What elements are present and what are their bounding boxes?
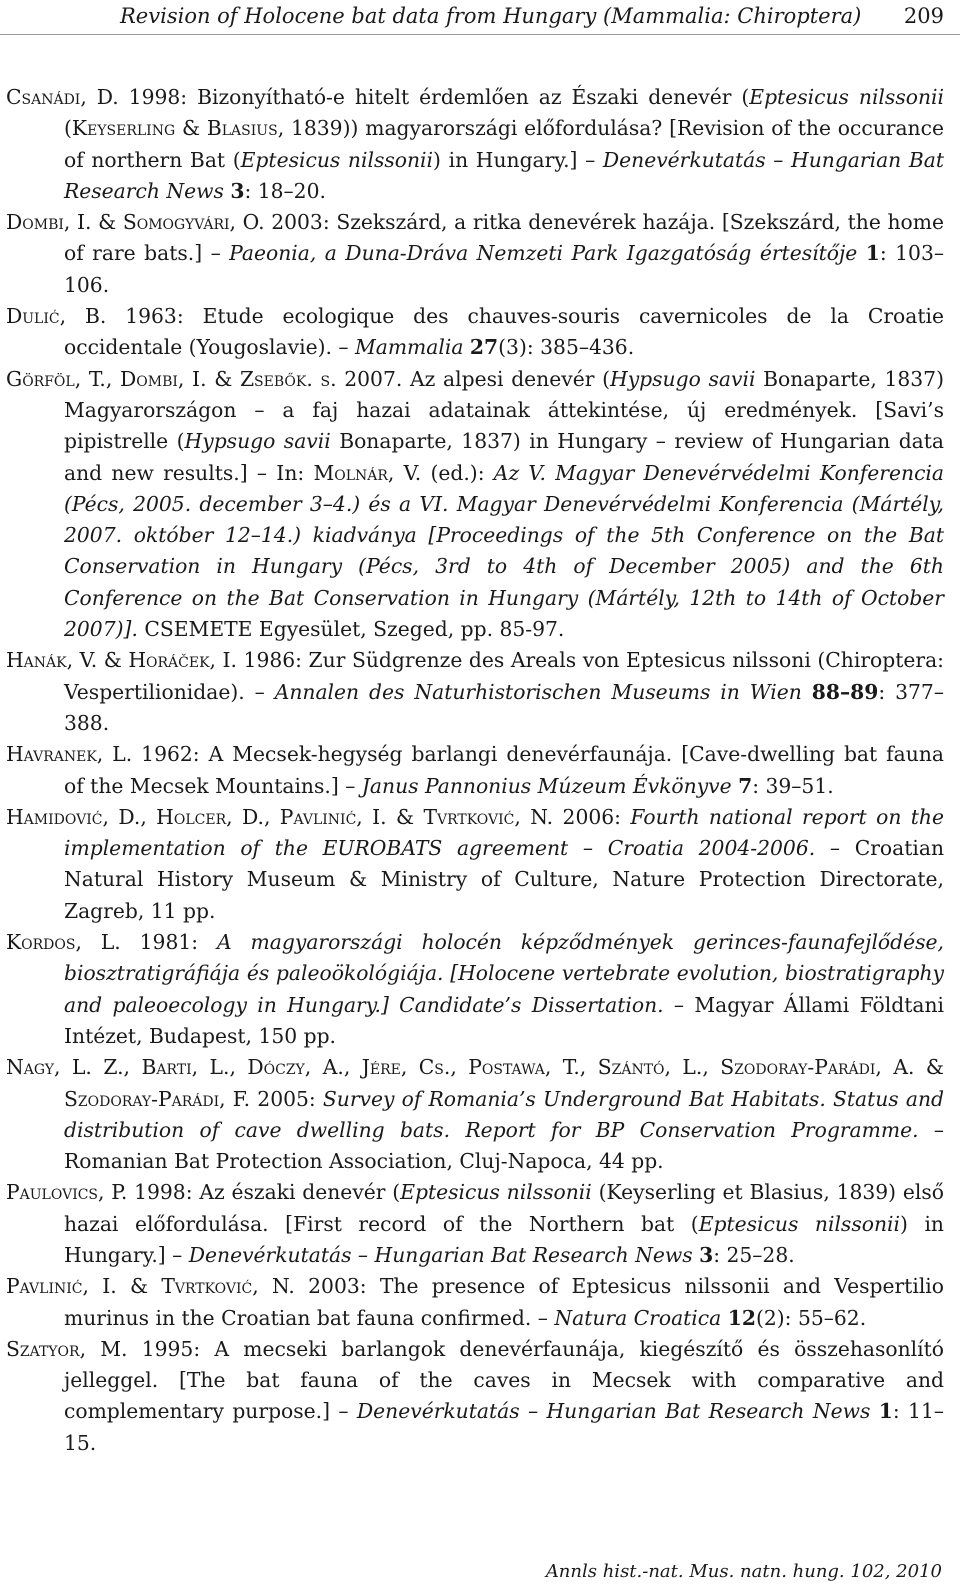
reference-text: , [105, 366, 121, 391]
reference-text: (Keyserling et Blasius, 1839) első hazai előfordulása. [First record of the Northern bat ( [64, 1180, 951, 1236]
reference-entry [6, 927, 951, 1052]
author-name: Szántó, L. [597, 1055, 703, 1080]
author-name: Dóczy, A. [247, 1055, 344, 1080]
reference-text: CSEMETE Egyesület, Szeged, pp. 85-97. [137, 617, 565, 642]
reference-text: – Croatian Natural History Museum & Ministry of Culture, Nature Protection Directorate, Zagreb, 11 pp. [64, 836, 951, 923]
author-name: Holcer, D. [156, 804, 264, 829]
reference-text: – Magyar Állami Földtani Intézet, Budapest, 150 pp. [64, 992, 951, 1048]
author-name: Havranek, L. [6, 742, 133, 767]
reference-text: & [116, 1274, 162, 1299]
reference-entry [6, 364, 951, 646]
reference-text: (3): 385–436. [498, 335, 635, 360]
italic-text: Fourth national report on the implementation of the EUROBATS agreement – Croatia 2004-2006. [64, 804, 951, 861]
running-title: Revision of Holocene bat data from Hungary (Mammalia: Chiroptera) [120, 4, 862, 28]
italic-text: Eptesicus nilssonii [749, 85, 944, 109]
reference-text: & [175, 116, 207, 141]
reference-text: 2006: [553, 804, 631, 829]
reference-text: Bonaparte, 1837) Magyarországon – a faj hazai adatainak áttekintése, új eredmények. [Savi’s pipistrelle ( [64, 366, 951, 454]
reference-text: , [450, 1055, 469, 1080]
italic-text: Az V. Magyar Denevérvédelmi Konferencia (Pécs, 2005. december 3–4.) és a VI. Magyar Denevérvédelmi Konferencia (Mártély, 2007. október 12–14.) kiadványa [Proceedings of the 5th Conference on the Bat Conservation in Hungary (Pécs, 3rd to 4th of December 2005) and the 6th Conference on the Bat Conservation in Hungary (Mártély, 12th to 14th of October 2007)]. [64, 460, 951, 642]
reference-text: ( [64, 85, 951, 141]
reference-text: : 18–20. [244, 178, 326, 203]
reference-text: 1995: A mecseki barlangok denevérfaunája, kiegészítő és összehasonlító jelleggel. [The bat fauna of the caves in Mecsek with comparative and complementary purpose.] – [64, 1336, 951, 1424]
italic-text: Survey of Romania’s Underground Bat Habitats. Status and distribution of cave dwelling bats. Report for BP Conservation Programme. [64, 1086, 951, 1142]
author-name: Dombi, I. [120, 366, 207, 391]
reference-text: 1998: Bizonyítható-e hitelt érdemlően az Északi denevér ( [118, 85, 750, 109]
reference-list [6, 82, 951, 1459]
reference-entry [6, 1334, 951, 1459]
author-name: Blasius [206, 116, 278, 141]
author-name: Dombi, I. [6, 210, 92, 235]
italic-text: Eptesicus nilssonii [240, 147, 434, 172]
author-name: Csanádi, D. [6, 85, 119, 109]
reference-entry [6, 82, 951, 207]
italic-text: A magyarországi holocén képződmények gerinces-faunafejlődése, biosztratigráfiája és paleoökológiája. [Holocene vertebrate evolution, biostratigraphy and paleoecology in Hungary.] Candidate’s Dissertation. [64, 930, 951, 1017]
reference-text: & [206, 366, 240, 391]
reference-text: 1986: Zur Südgrenze des Areals von Eptesicus nilssoni (Chiroptera: Vespertilionidae). – [64, 648, 951, 704]
reference-text: , [343, 1055, 362, 1080]
italic-text: Hypsugo savii [184, 429, 331, 454]
reference-text: & [91, 210, 123, 235]
reference-text: 2005: [250, 1086, 323, 1111]
author-name: Jére, Cs. [361, 1055, 451, 1080]
reference-text: , [579, 1055, 598, 1080]
author-name: Paulovics, P. [6, 1180, 128, 1205]
reference-text: 2007. Az alpesi denevér ( [336, 366, 611, 391]
author-name: Szodoray-Parádi, A. [720, 1055, 915, 1080]
reference-entry [6, 301, 951, 364]
reference-text: , [263, 804, 280, 829]
author-name: Postawa, T. [468, 1055, 580, 1080]
reference-text: & [914, 1055, 951, 1080]
italic-text: Denevérkutatás – Hungarian Bat Research News [64, 147, 951, 203]
reference-text: ) in Hungary.] – [433, 147, 603, 172]
author-name: Szodoray-Parádi, F. [64, 1086, 251, 1111]
reference-text: , [229, 1055, 248, 1080]
reference-text: , 1839)) magyarországi előfordulása? [Revision of the occurance of northern Bat ( [64, 116, 951, 172]
italic-text: Mammalia [354, 335, 464, 360]
author-name: Zsebők. s. [239, 366, 337, 391]
author-name: Tvrtković, N. [161, 1274, 295, 1299]
reference-text: (2): 55–62. [755, 1305, 867, 1330]
reference-entry [6, 1052, 951, 1177]
reference-text: & [97, 648, 129, 673]
reference-text: 2003: The presence of Eptesicus nilssonii and Vespertilio murinus in the Croatian bat fauna confirmed. – [64, 1274, 951, 1330]
author-name: Pavlinić, I. [279, 804, 387, 829]
author-name: Hamidović, D. [6, 804, 141, 829]
volume-number: 1 [878, 1399, 893, 1424]
reference-text: 1998: Az északi denevér ( [127, 1180, 401, 1205]
reference-text: : 11–15. [64, 1399, 945, 1455]
italic-text: Annalen des Naturhistorischen Museums in Wien [274, 679, 802, 704]
reference-text: (ed.): [421, 460, 494, 485]
reference-text: : 25–28. [713, 1242, 795, 1267]
reference-text [857, 241, 865, 265]
reference-text: 2003: Szekszárd, a ritka denevérek hazája. [Szekszárd, the home of rare bats.] – [64, 210, 951, 266]
reference-text: Bonaparte, 1837) in Hungary – review of Hungarian data and new results.] – In: [64, 429, 951, 485]
reference-entry [6, 1271, 951, 1334]
italic-text: Hypsugo savii [610, 366, 756, 391]
reference-entry [6, 739, 951, 802]
author-name: Kordos, L. [6, 930, 121, 955]
reference-text: ) in Hungary.] – [64, 1211, 951, 1267]
author-name: Tvrtković, N. [423, 804, 554, 829]
author-name: Nagy, L. Z. [6, 1055, 124, 1080]
italic-text: Eptesicus nilssonii [698, 1211, 900, 1236]
reference-text [802, 680, 812, 704]
reference-text: 1962: A Mecsek-hegység barlangi denevérfaunája. [Cave-dwelling bat fauna of the Mecsek Mountains.] – [64, 742, 951, 798]
reference-text: , [123, 1055, 142, 1080]
reference-entry [6, 645, 951, 739]
italic-text: Natura Croatica [554, 1305, 722, 1330]
italic-text: Denevérkutatás – Hungarian Bat Research News [356, 1399, 871, 1424]
volume-number: 88–89 [811, 679, 879, 704]
volume-number: 3 [230, 178, 245, 203]
reference-text [870, 1399, 878, 1423]
italic-text: Eptesicus nilssonii [400, 1180, 592, 1205]
author-name: Dulić, B. [6, 304, 107, 329]
reference-text: – Romanian Bat Protection Association, Cluj-Napoca, 44 pp. [64, 1117, 951, 1174]
reference-text: : 103–106. [64, 241, 945, 297]
reference-entry [6, 1177, 951, 1271]
author-name: Pavlinić, I. [6, 1274, 117, 1299]
volume-number: 12 [727, 1305, 756, 1330]
running-head [0, 0, 960, 35]
volume-number: 27 [469, 335, 499, 360]
author-name: Barti, L. [141, 1055, 230, 1080]
author-name: Görföl, T. [6, 366, 106, 391]
author-name: Molnár, V. [313, 460, 422, 485]
author-name: Hanák, V. [6, 648, 98, 673]
italic-text: Janus Pannonius Múzeum Évkönyve [361, 773, 732, 798]
reference-text: & [386, 804, 424, 829]
reference-text: 1981: [120, 930, 217, 955]
volume-number: 7 [738, 773, 753, 798]
journal-footer: Annls hist.-nat. Mus. natn. hung. 102, 2010 [545, 1561, 942, 1582]
page-number: 209 [903, 4, 944, 28]
author-name: Horáček, I. [128, 648, 237, 673]
author-name: Somogyvári, O. [122, 210, 265, 235]
reference-text: , [140, 804, 157, 829]
author-name: Keyserling [71, 116, 176, 141]
italic-text: Denevérkutatás – Hungarian Bat Research News [188, 1242, 693, 1267]
reference-text: : 39–51. [752, 773, 834, 798]
reference-entry [6, 802, 951, 927]
italic-text: Paeonia, a Duna-Dráva Nemzeti Park Igazgatóság értesítője [229, 241, 858, 266]
reference-entry [6, 207, 951, 301]
author-name: Szatyor, M. [6, 1336, 128, 1361]
volume-number: 3 [699, 1242, 714, 1267]
reference-text: : 377–388. [64, 679, 944, 735]
reference-text: 1963: Etude ecologique des chauves-souris cavernicoles de la Croatie occidentale (Yougoslavie). – [64, 304, 951, 360]
reference-text: , [702, 1055, 721, 1080]
volume-number: 1 [865, 241, 880, 266]
